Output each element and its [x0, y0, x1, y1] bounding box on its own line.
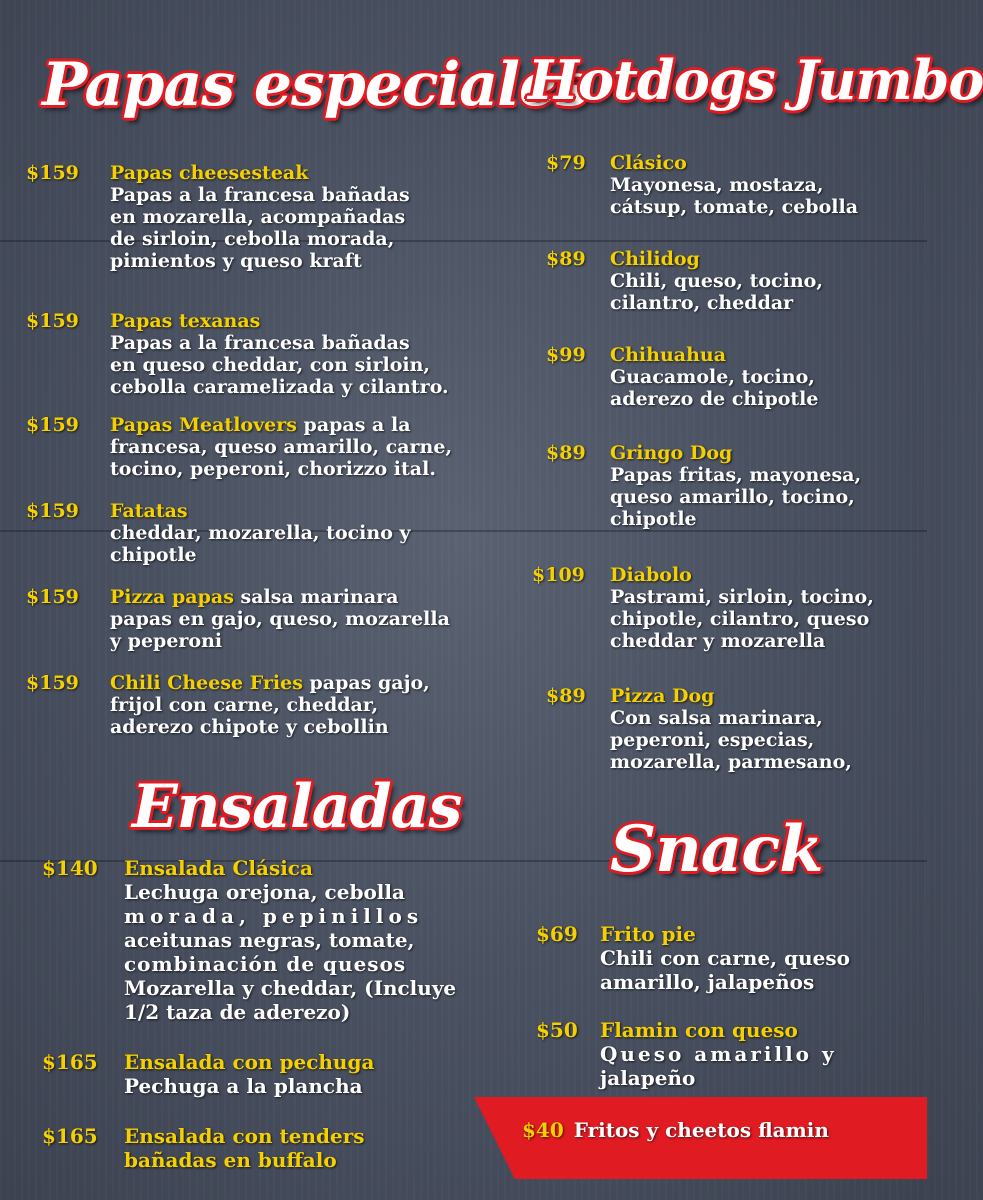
item-name: Chihuahua	[610, 344, 727, 366]
section-title-papas-especiales: Papas especiales	[42, 50, 589, 120]
item-desc-line: Papas fritas, mayonesa,	[610, 464, 862, 486]
item-price: $69	[536, 922, 578, 946]
item-name: Pizza Dog	[610, 685, 715, 707]
item-price: $140	[42, 856, 98, 880]
item-price: $89	[546, 685, 586, 707]
item-desc-line: chipotle, cilantro, queso	[610, 608, 870, 630]
item-name: Chili Cheese Fries	[110, 672, 303, 694]
item-desc-line: Chili con carne, queso	[600, 946, 850, 970]
item-price: $159	[26, 586, 79, 608]
item-price: $99	[546, 344, 586, 366]
item-price: $109	[532, 564, 585, 586]
item-desc-line: Papas a la francesa bañadas	[110, 332, 410, 354]
item-name: Clásico	[610, 152, 687, 174]
item-desc-line: amarillo, jalapeños	[600, 970, 815, 994]
banner-price: $40	[522, 1118, 564, 1142]
item-price: $159	[26, 672, 79, 694]
item-desc-line: frijol con carne, cheddar,	[110, 694, 379, 716]
item-desc-line: chipotle	[610, 508, 697, 530]
section-title-snack: Snack	[610, 812, 823, 887]
item-price: $79	[546, 152, 586, 174]
item-name: Ensalada con tenders	[124, 1124, 365, 1148]
item-desc-inline: papas a la	[296, 414, 411, 436]
item-desc-line: cebolla caramelizada y cilantro.	[110, 376, 449, 398]
item-name: Papas texanas	[110, 310, 261, 332]
item-price: $89	[546, 442, 586, 464]
item-desc-line: jalapeño	[600, 1066, 696, 1090]
item-desc-line: Lechuga orejona, cebolla	[124, 880, 405, 904]
item-desc-line: aceitunas negras, tomate,	[124, 928, 415, 952]
item-name: Ensalada Clásica	[124, 856, 313, 880]
item-name: Pizza papas	[110, 586, 234, 608]
item-desc-inline: papas gajo,	[302, 672, 430, 694]
item-desc-line: cheddar, mozarella, tocino y	[110, 522, 411, 544]
item-desc-line: peperoni, especias,	[610, 729, 815, 751]
item-desc-line: Mozarella y cheddar, (Incluye	[124, 976, 457, 1000]
item-price: $50	[536, 1018, 578, 1042]
item-desc-line: tocino, peperoni, chorizzo ital.	[110, 458, 436, 480]
item-desc-line: 1/2 taza de aderezo)	[124, 1000, 351, 1024]
item-name: Ensalada con pechuga	[124, 1050, 375, 1074]
item-desc-line: papas en gajo, queso, mozarella	[110, 608, 450, 630]
item-desc-line: en queso cheddar, con sirloin,	[110, 354, 431, 376]
item-desc-line: combinación de quesos	[124, 952, 407, 976]
item-price: $159	[26, 310, 79, 332]
item-desc-line: Pastrami, sirloin, tocino,	[610, 586, 874, 608]
item-desc-line: aderezo chipote y cebollin	[110, 716, 389, 738]
item-desc-line: Chili, queso, tocino,	[610, 270, 823, 292]
item-desc-line: Mayonesa, mostaza,	[610, 174, 824, 196]
item-desc-line: chipotle	[110, 544, 197, 566]
item-name: Flamin con queso	[600, 1018, 798, 1042]
item-desc-line: y peperoni	[110, 630, 223, 652]
item-desc-line: cátsup, tomate, cebolla	[610, 196, 859, 218]
item-desc-inline: salsa marinara	[233, 586, 399, 608]
item-desc-line: cheddar y mozarella	[610, 630, 826, 652]
item-name: Frito pie	[600, 922, 696, 946]
item-name: Fatatas	[110, 500, 188, 522]
section-title-hotdogs-jumbo: Hotdogs Jumbo	[528, 48, 983, 112]
item-price: $159	[26, 414, 79, 436]
item-desc-line: en mozarella, acompañadas	[110, 206, 406, 228]
item-desc-line: mozarella, parmesano,	[610, 751, 852, 773]
item-desc-line: Pechuga a la plancha	[124, 1074, 363, 1098]
item-desc-line: bañadas en buffalo	[124, 1148, 337, 1172]
item-name: Chilidog	[610, 248, 700, 270]
item-name: Gringo Dog	[610, 442, 733, 464]
item-price: $165	[42, 1050, 98, 1074]
item-desc-line: Papas a la francesa bañadas	[110, 184, 410, 206]
item-desc-line: morada, pepinillos	[124, 904, 424, 928]
item-name: Diabolo	[610, 564, 692, 586]
item-price: $159	[26, 162, 79, 184]
banner-item-name: Fritos y cheetos flamin	[573, 1118, 829, 1142]
item-desc-line: aderezo de chipotle	[610, 388, 819, 410]
item-desc-line: queso amarillo, tocino,	[610, 486, 855, 508]
item-price: $165	[42, 1124, 98, 1148]
promo-banner-text	[522, 1118, 829, 1142]
item-name: Papas cheesesteak	[110, 162, 309, 184]
item-desc-line: pimientos y queso kraft	[110, 250, 362, 272]
item-price: $89	[546, 248, 586, 270]
item-desc-line: de sirloin, cebolla morada,	[110, 228, 395, 250]
item-price: $159	[26, 500, 79, 522]
item-desc-line: Con salsa marinara,	[610, 707, 823, 729]
item-name: Papas Meatlovers	[110, 414, 297, 436]
item-desc-line: Queso amarillo y	[600, 1042, 837, 1066]
item-desc-line: cilantro, cheddar	[610, 292, 794, 314]
item-desc-line: francesa, queso amarillo, carne,	[110, 436, 453, 458]
section-title-ensaladas: Ensaladas	[132, 772, 462, 842]
item-desc-line: Guacamole, tocino,	[610, 366, 815, 388]
